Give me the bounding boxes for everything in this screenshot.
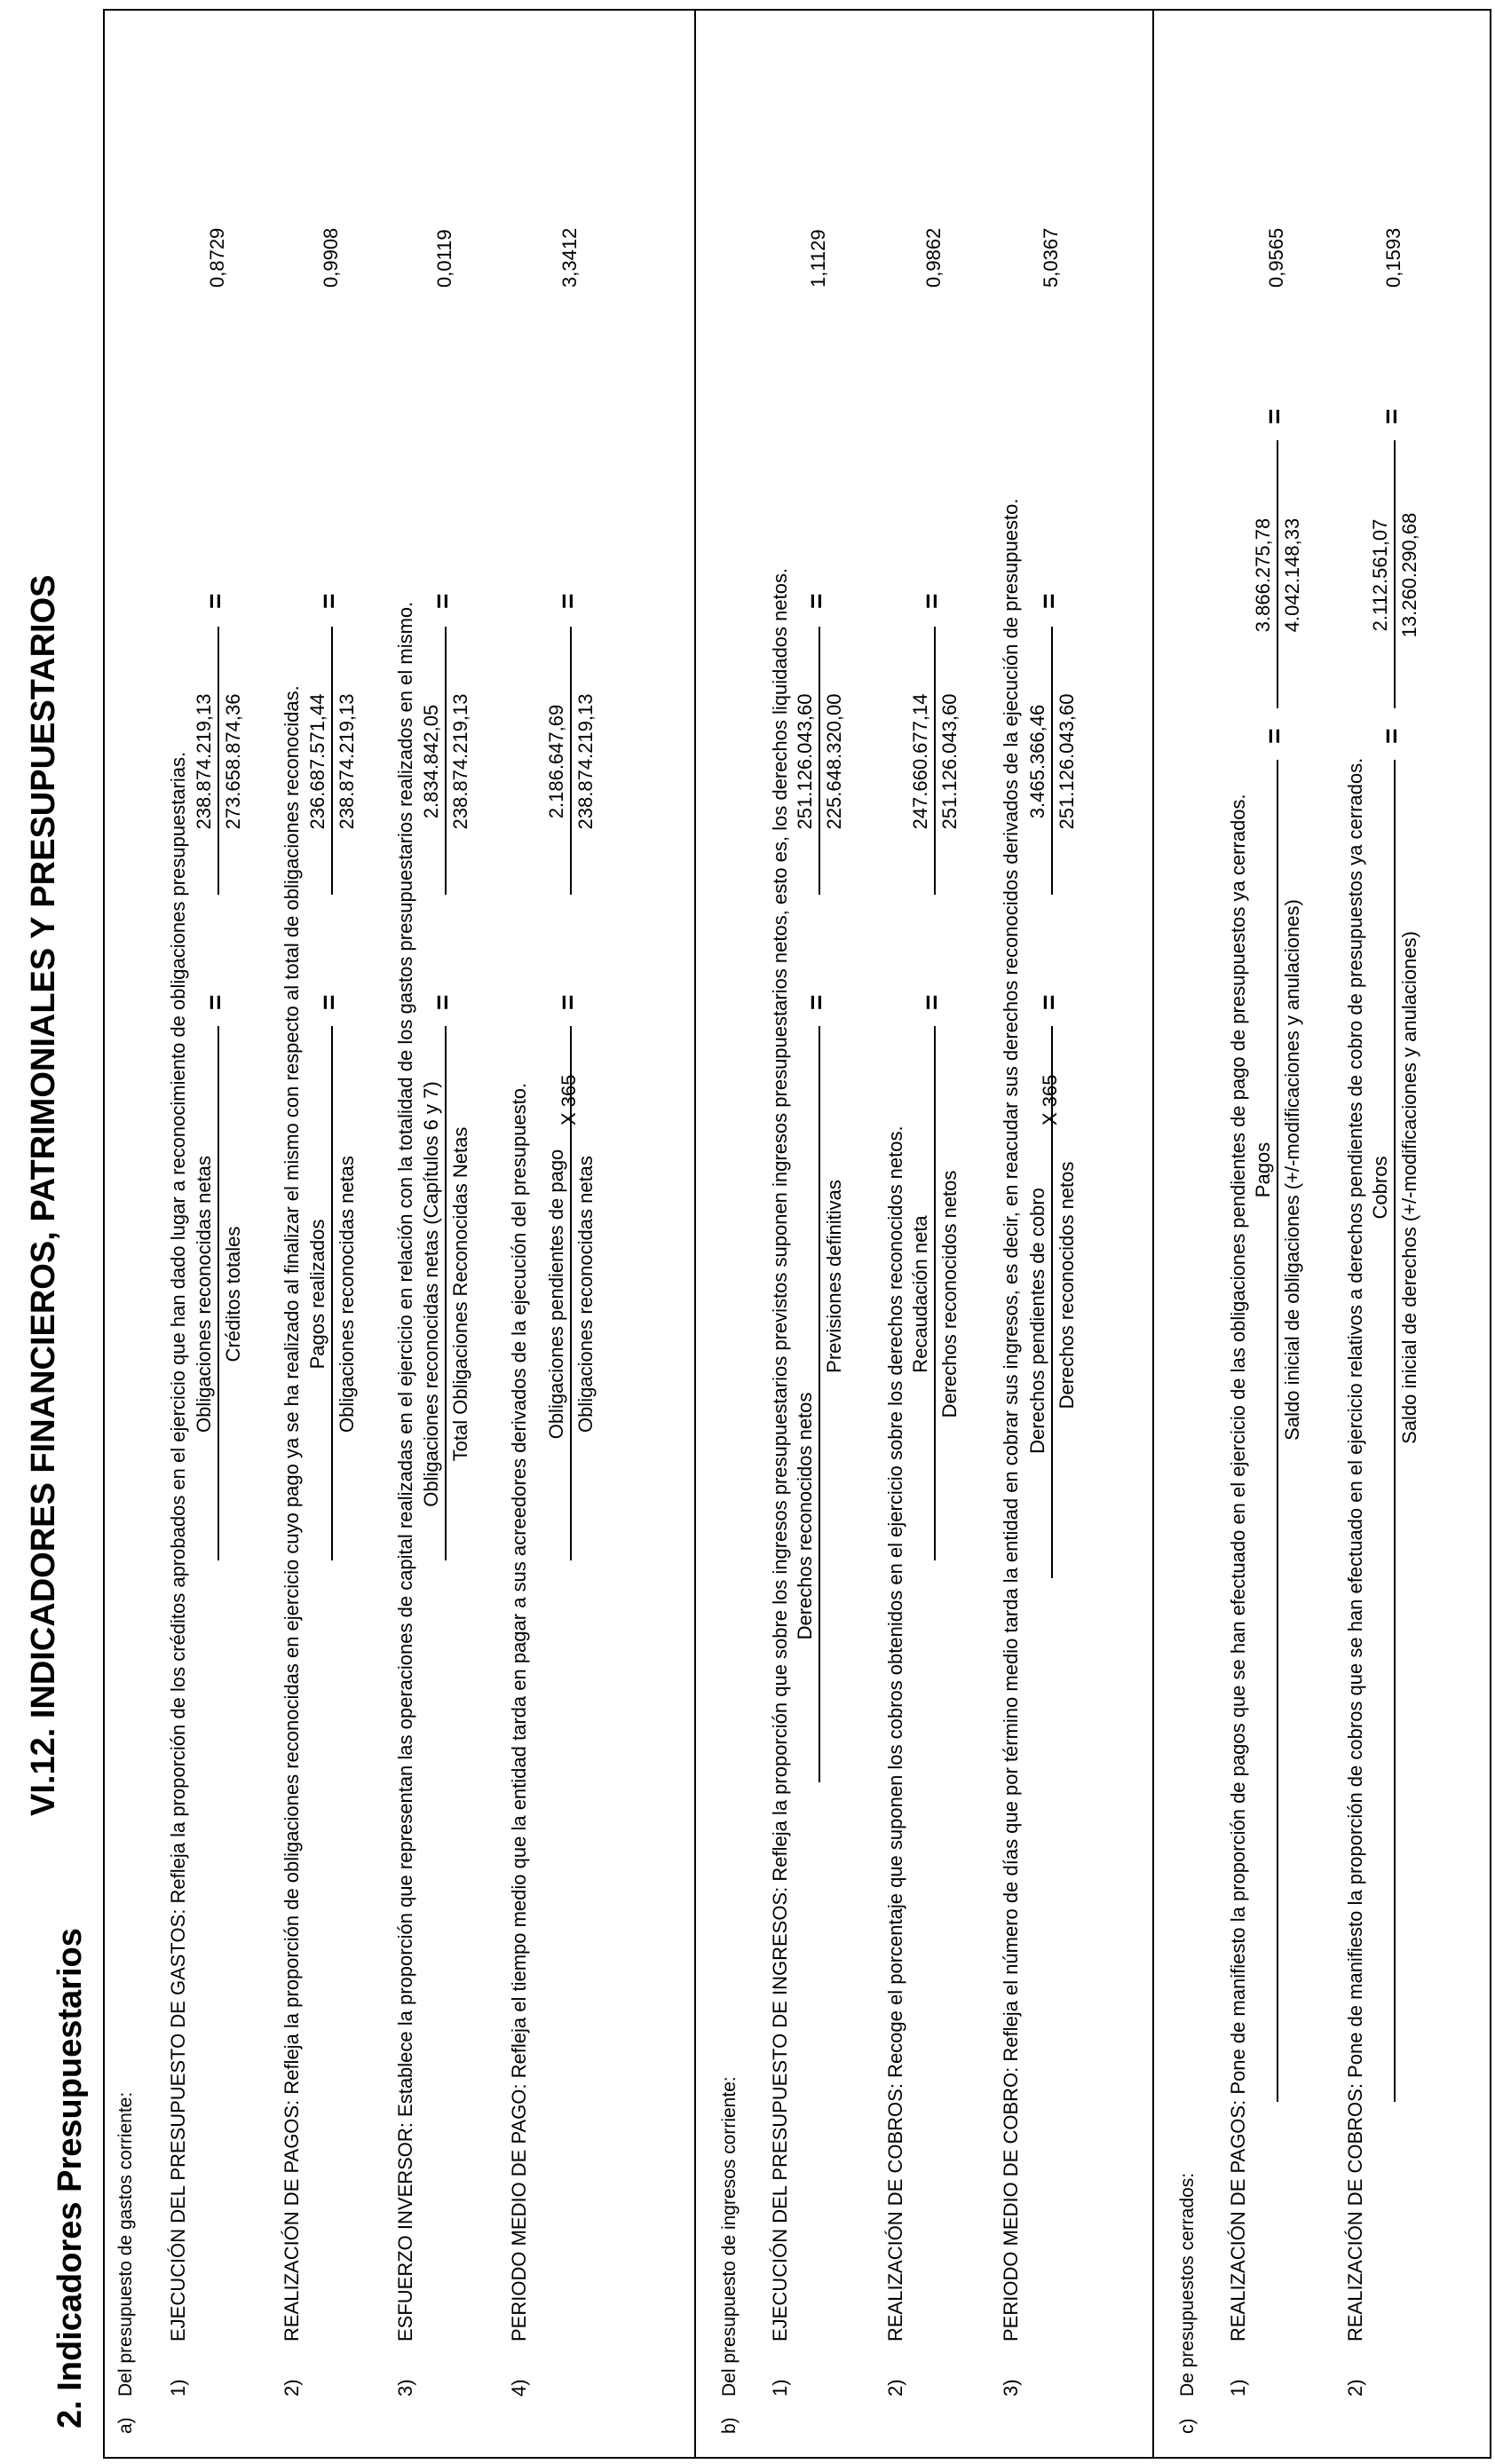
fraction-line [819, 627, 820, 895]
equals-sign: = [1377, 408, 1406, 424]
equals-sign: = [553, 593, 582, 609]
equals-sign: = [1034, 593, 1064, 609]
fraction-line [218, 1026, 219, 1560]
indicator-result: 0,9908 [320, 227, 342, 288]
equals-sign: = [802, 994, 831, 1010]
fraction-line [1277, 760, 1278, 2102]
indicator-description: REALIZACIÓN DE COBROS: Pone de manifiesto la proporción de cobros que se han efectuado en el ejercicio relativos a derechos pendientes de cobro de presupuestos ya cerrados. [1344, 757, 1366, 2342]
equals-sign: = [428, 994, 457, 1010]
fraction-line [1051, 627, 1053, 895]
section-b-label: b) [719, 2417, 740, 2434]
fraction-line [570, 627, 572, 895]
section-a-heading: Del presupuesto de gastos corriente: [115, 2091, 136, 2397]
numerator-value: 236.687.571,44 [306, 693, 328, 830]
indicator-result: 0,9565 [1265, 227, 1287, 288]
denominator-value: 225.648.320,00 [823, 693, 845, 830]
numerator-value: 238.874.219,13 [193, 693, 215, 830]
section-c-label: c) [1177, 2418, 1198, 2434]
item-number: 3) [1000, 2379, 1022, 2397]
numerator-value: 2.186.647,69 [545, 704, 567, 819]
fraction-line [1394, 440, 1396, 708]
denominator-value: 273.658.874,36 [222, 693, 244, 830]
formula-denominator-label: Total Obligaciones Reconocidas Netas [449, 1126, 471, 1462]
indicator-result: 0,9862 [922, 227, 945, 288]
item-number: 1) [167, 2379, 189, 2397]
indicator-description: PERIODO MEDIO DE PAGO: Refleja el tiempo medio que la entidad tarda en pagar a sus acreedores derivados de la ejecución del presupuesto. [508, 1082, 530, 2342]
equals-sign: = [1260, 408, 1289, 424]
indicator-result: 1,1129 [807, 229, 829, 288]
equals-sign: = [553, 994, 582, 1010]
denominator-value: 251.126.043,60 [1056, 693, 1078, 830]
denominator-value: 238.874.219,13 [449, 693, 471, 830]
formula-denominator-label: Derechos reconocidos netos [1056, 1161, 1078, 1410]
formula-numerator-label: Obligaciones reconocidas netas [193, 1156, 215, 1433]
item-number: 1) [1227, 2379, 1249, 2397]
fraction-line [445, 627, 447, 895]
item-number: 2) [281, 2379, 303, 2397]
equals-sign: = [201, 994, 230, 1010]
numerator-value: 251.126.043,60 [794, 693, 816, 830]
formula-numerator-label: Pagos [1252, 1141, 1274, 1198]
denominator-value: 238.874.219,13 [574, 693, 597, 830]
formula-numerator-label: Obligaciones reconocidas netas (Capítulos 6 y 7) [420, 1081, 442, 1507]
formula-denominator-label: Créditos totales [222, 1226, 244, 1362]
section-c-box [1152, 9, 1491, 2459]
numerator-value: 3.866.275,78 [1252, 517, 1274, 633]
indicator-result: 0,0119 [433, 229, 455, 288]
equals-sign: = [917, 593, 946, 609]
formula-denominator-label: Derechos reconocidos netos [938, 1170, 961, 1418]
numerator-value: 2.834.842,05 [420, 704, 442, 819]
multiplier-365: X 365 [558, 1074, 580, 1125]
multiplier-365: X 365 [1039, 1074, 1061, 1125]
formula-numerator-label: Recaudación neta [909, 1215, 931, 1373]
section-b-box [694, 9, 1154, 2459]
equals-sign: = [314, 593, 344, 609]
fraction-line [934, 627, 936, 895]
indicator-description: REALIZACIÓN DE PAGOS: Refleja la proporción de obligaciones reconocidas en ejercicio cuyo pago ya se ha realizado al finalizar el mismo con respecto al total de obligaciones reconocidas. [281, 685, 303, 2342]
fraction-line [331, 1026, 333, 1560]
formula-denominator-label: Saldo inicial de derechos (+/-modificaciones y anulaciones) [1398, 931, 1420, 1444]
denominator-value: 251.126.043,60 [938, 693, 961, 830]
section-a-label: a) [115, 2417, 136, 2434]
fraction-line [934, 1026, 936, 1560]
formula-numerator-label: Obligaciones pendientes de pago [545, 1149, 567, 1440]
numerator-value: 3.465.366,46 [1026, 704, 1048, 819]
indicator-description: EJECUCIÓN DEL PRESUPUESTO DE INGRESOS: Refleja la proporción que sobre los ingresos presupuestarios previstos suponen ingresos presupuestarios netos, esto es, los derechos liquidados netos. [769, 567, 791, 2342]
numerator-value: 2.112.561,07 [1369, 518, 1391, 632]
denominator-value: 238.874.219,13 [336, 693, 358, 830]
equals-sign: = [1260, 728, 1289, 744]
formula-numerator-label: Derechos pendientes de cobro [1026, 1188, 1048, 1454]
indicator-description: ESFUERZO INVERSOR: Establece la proporción que representan las operaciones de capital realizadas en el ejercicio en relación con la totalidad de los gastos presupuestarios realizados en el mismo. [394, 601, 416, 2342]
equals-sign: = [917, 994, 946, 1010]
indicator-description: REALIZACIÓN DE COBROS: Recoge el porcentaje que suponen los cobros obtenidos en el ejercicio sobre los derechos reconocidos netos. [884, 1125, 906, 2342]
formula-numerator-label: Pagos realizados [306, 1219, 328, 1370]
formula-denominator-label: Obligaciones reconocidas netas [336, 1156, 358, 1433]
indicator-description: REALIZACIÓN DE PAGOS: Pone de manifiesto la proporción de pagos que se han efectuado en el ejercicio de las obligaciones pendientes de pago de presupuestos ya cerrados. [1227, 794, 1249, 2342]
equals-sign: = [1377, 728, 1406, 744]
fraction-line [445, 1026, 447, 1560]
denominator-value: 4.042.148,33 [1281, 517, 1303, 633]
item-number: 4) [508, 2379, 530, 2397]
item-number: 2) [884, 2379, 906, 2397]
section-subtitle: 2. Indicadores Presupuestarios [51, 1928, 89, 2428]
fraction-line [331, 627, 333, 895]
indicator-result: 0,1593 [1382, 227, 1404, 288]
page-title: VI.12. INDICADORES FINANCIEROS, PATRIMONIALES Y PRESUPUESTARIOS [25, 574, 62, 1816]
indicator-description: EJECUCIÓN DEL PRESUPUESTO DE GASTOS: Refleja la proporción de los créditos aprobados en el ejercicio que han dado lugar a reconocimiento de obligaciones presupuestarias. [167, 751, 189, 2342]
formula-denominator-label: Obligaciones reconocidas netas [574, 1156, 597, 1433]
fraction-line [819, 1026, 820, 1782]
indicator-description: PERIODO MEDIO DE COBRO: Refleja el número de días que por término medio tarda la entidad en cobrar sus ingresos, es decir, en reacudar sus derechos reconocidos derivados de la ejecución de presupuesto. [1000, 498, 1022, 2342]
section-a-box [103, 9, 696, 2459]
fraction-line [218, 627, 219, 895]
equals-sign: = [201, 593, 230, 609]
item-number: 2) [1344, 2379, 1366, 2397]
equals-sign: = [1034, 994, 1064, 1010]
formula-numerator-label: Cobros [1369, 1156, 1391, 1220]
fraction-line [1394, 760, 1396, 2102]
indicator-result: 3,3412 [558, 227, 581, 288]
indicator-result: 0,8729 [206, 227, 228, 288]
denominator-value: 13.260.290,68 [1398, 512, 1420, 638]
numerator-value: 247.660.677,14 [909, 693, 931, 830]
equals-sign: = [802, 593, 831, 609]
equals-sign: = [428, 593, 457, 609]
fraction-line [1277, 440, 1278, 708]
formula-numerator-label: Derechos reconocidos netos [794, 1392, 816, 1640]
indicator-result: 5,0367 [1040, 227, 1062, 288]
section-b-heading: Del presupuesto de ingresos corriente: [719, 2076, 740, 2397]
formula-denominator-label: Previsiones definitivas [823, 1180, 845, 1373]
item-number: 3) [394, 2379, 416, 2397]
item-number: 1) [769, 2379, 791, 2397]
formula-denominator-label: Saldo inicial de obligaciones (+/-modificaciones y anulaciones) [1281, 899, 1303, 1441]
section-c-heading: De presupuestos cerrados: [1177, 2172, 1198, 2397]
equals-sign: = [314, 994, 344, 1010]
